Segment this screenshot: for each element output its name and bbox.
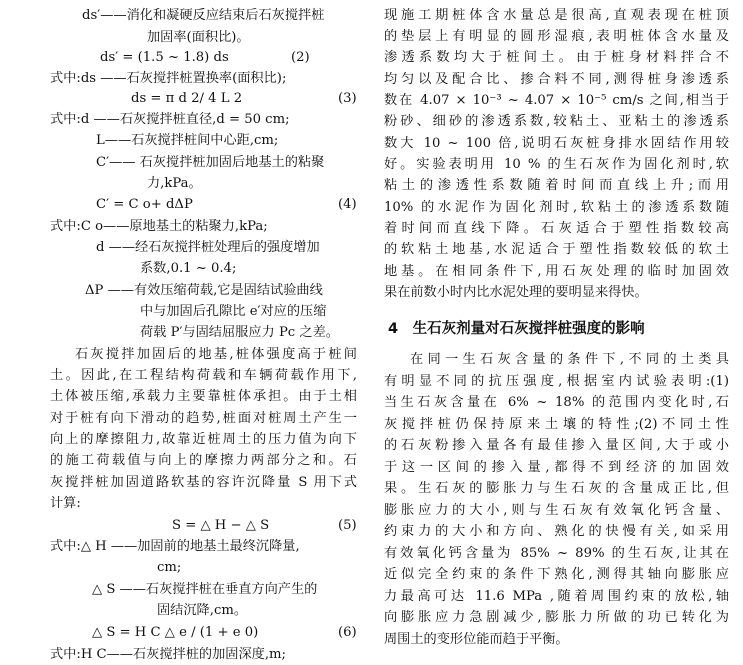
paragraph-line: 有效氧化钙含量为 85% ~ 89% 的生石灰,让其在 [384,546,729,561]
definition-delta-H-cont: cm; [157,560,182,575]
paragraph-line: 果在前数小时内比水泥处理的要明显来得快。 [384,285,648,300]
paragraph-line: 在同一生石灰含量的条件下,不同的土类具 [410,352,729,367]
paragraph-line: 向上的摩擦阻力,故靠近桩周土的压力值为向下 [50,432,357,447]
equation-5: S = △ H − △ S [172,518,270,533]
definition-d-coefficient: d ——经石灰搅拌桩处理后的强度增加 [96,240,320,255]
definition-delta-P-cont-1: 中与加固后孔隙比 e′对应的压缩 [140,304,327,319]
paragraph-line: 粉砂、细砂的渗透系数,较粘土、亚粘土的渗透系 [384,114,729,129]
equation-5-number: (5) [338,518,357,533]
paragraph-line: 于这一区间的掺入量,都得不到经济的加固效 [384,460,729,475]
paragraph-line: 对于桩有向下滑动的趋势,桩面对桩周土产生一 [50,411,357,426]
definition-ds-prime: ds′——消化和凝硬反应结束后石灰搅拌桩 [82,8,325,23]
paragraph-line: 当生石灰含量在 6% ~ 18% 的范围内变化时,石 [384,395,729,410]
definition-ds: 式中:ds ——石灰搅拌桩置换率(面积比); [50,71,287,86]
paragraph-line: 现施工期桩体含水量总是很高,直观表现在桩顶 [384,8,729,23]
definition-delta-S-cont: 固结沉降,cm。 [157,603,248,618]
definition-ds-prime-cont: 加固率(面积比)。 [147,30,250,45]
paragraph-line: 灰搅拌桩加固道路软基的容许沉降量 S 用下式 [50,475,357,490]
equation-3: ds = π d 2/ 4 L 2 [131,91,243,106]
paragraph-line: 的石灰粉掺入量各有最佳掺入量区间,大于或小 [384,438,729,453]
definition-delta-P-cont-2: 荷载 P′与固结屈服应力 Pc 之差。 [140,325,339,340]
paragraph-line: 粘土的渗透性系数随着时间而直线上升;而用 [384,178,729,193]
paragraph-line: 周围土的变形位能而趋于平衡。 [384,632,569,647]
paragraph-line: 有明显不同的抗压强度,根据室内试验表明:(1) [384,374,729,389]
definition-delta-S: △ S ——石灰搅拌桩在垂直方向产生的 [92,582,318,597]
definition-d: 式中:d ——石灰搅拌桩直径,d = 50 cm; [50,112,290,127]
paragraph-line: 约束力的大小和方向、熟化的快慢有关,如采用 [384,524,729,539]
paragraph-line: 的垫层上有明显的圆形湿痕,表明桩体含水量及 [384,29,729,44]
definition-delta-H: 式中:△ H ——加固前的地基土最终沉降量, [50,539,300,554]
definition-delta-P: ΔP ——有效压缩荷载,它是固结试验曲线 [85,283,323,298]
paragraph-line: 土体被压缩,承载力主要靠桩体承担。由于土相 [50,389,357,404]
paragraph-line: 渗透系数均大于桩间土。由于桩身材料拌合不 [384,50,729,65]
paragraph-line: 着时间而直线下降。石灰适合于塑性指数较高 [384,221,729,236]
paragraph-line: 好。实验表明用 10 % 的生石灰作为固化剂时,软 [384,157,729,172]
paragraph-line: 土。因此,在工程结构荷载和车辆荷载作用下, [50,368,357,383]
equation-6: △ S = H C △ e / (1 + e 0) [92,625,259,640]
paragraph-line: 均匀以及配合比、掺合料不同,测得桩身渗透系 [384,72,729,87]
paragraph-line: 石灰搅拌加固后的地基,桩体强度高于桩间 [75,347,357,362]
paragraph-line: 力最高可达 11.6 MPa ,随着周围约束的放松,轴 [384,589,729,604]
equation-4-number: (4) [338,197,357,212]
definition-L: L——石灰搅拌桩间中心距,cm; [96,133,279,148]
equation-4: C′ = C o+ dΔP [96,197,193,212]
paragraph-line: 近似完全约束的条件下熟化,测得其轴向膨胀应 [384,567,729,582]
paragraph-line: 的软粘土地基,水泥适合于塑性指数较低的软土 [384,242,729,257]
equation-6-number: (6) [338,625,357,640]
paragraph-line: 果。生石灰的膨胀力与生石灰的含量成正比,但 [384,481,729,496]
definition-Co: 式中:C o——原地基土的粘聚力,kPa; [50,219,268,234]
definition-Hc: 式中:H C——石灰搅拌桩的加固深度,m; [50,647,286,662]
paragraph-line: 10% 的水泥作为固化剂时,软粘土的渗透系数随 [384,200,729,215]
paragraph-line: 数在 4.07 × 10⁻³ ~ 4.07 × 10⁻⁵ cm/s 之间,相当于 [384,93,729,108]
paragraph-line: 灰搅拌桩仍保持原来土壤的特性;(2)不同土性 [384,417,729,432]
paragraph-line: 数大 10 ~ 100 倍,说明石灰桩身排水固结作用较 [384,136,729,151]
paragraph-line: 计算: [50,496,81,511]
equation-2: ds′ = (1.5 ~ 1.8) ds [100,50,229,65]
equation-2-number: (2) [291,50,310,65]
section-heading: 4 生石灰剂量对石灰搅拌桩强度的影响 [388,321,645,337]
definition-C-prime: C′—— 石灰搅拌桩加固后地基土的粘聚 [96,155,325,170]
paragraph-line: 的施工荷载值与向上的摩擦力两部分之和。石 [50,453,357,468]
definition-d-coefficient-cont: 系数,0.1 ~ 0.4; [140,261,237,276]
paragraph-line: 向膨胀应力急剧减少,膨胀力所做的功已转化为 [384,610,729,625]
paragraph-line: 膨胀应力的大小,则与生石灰有效氧化钙含量、 [384,503,729,518]
paragraph-line: 地基。在相同条件下,用石灰处理的临时加固效 [384,264,729,279]
definition-C-prime-cont: 力,kPa。 [147,176,202,191]
equation-3-number: (3) [338,91,357,106]
